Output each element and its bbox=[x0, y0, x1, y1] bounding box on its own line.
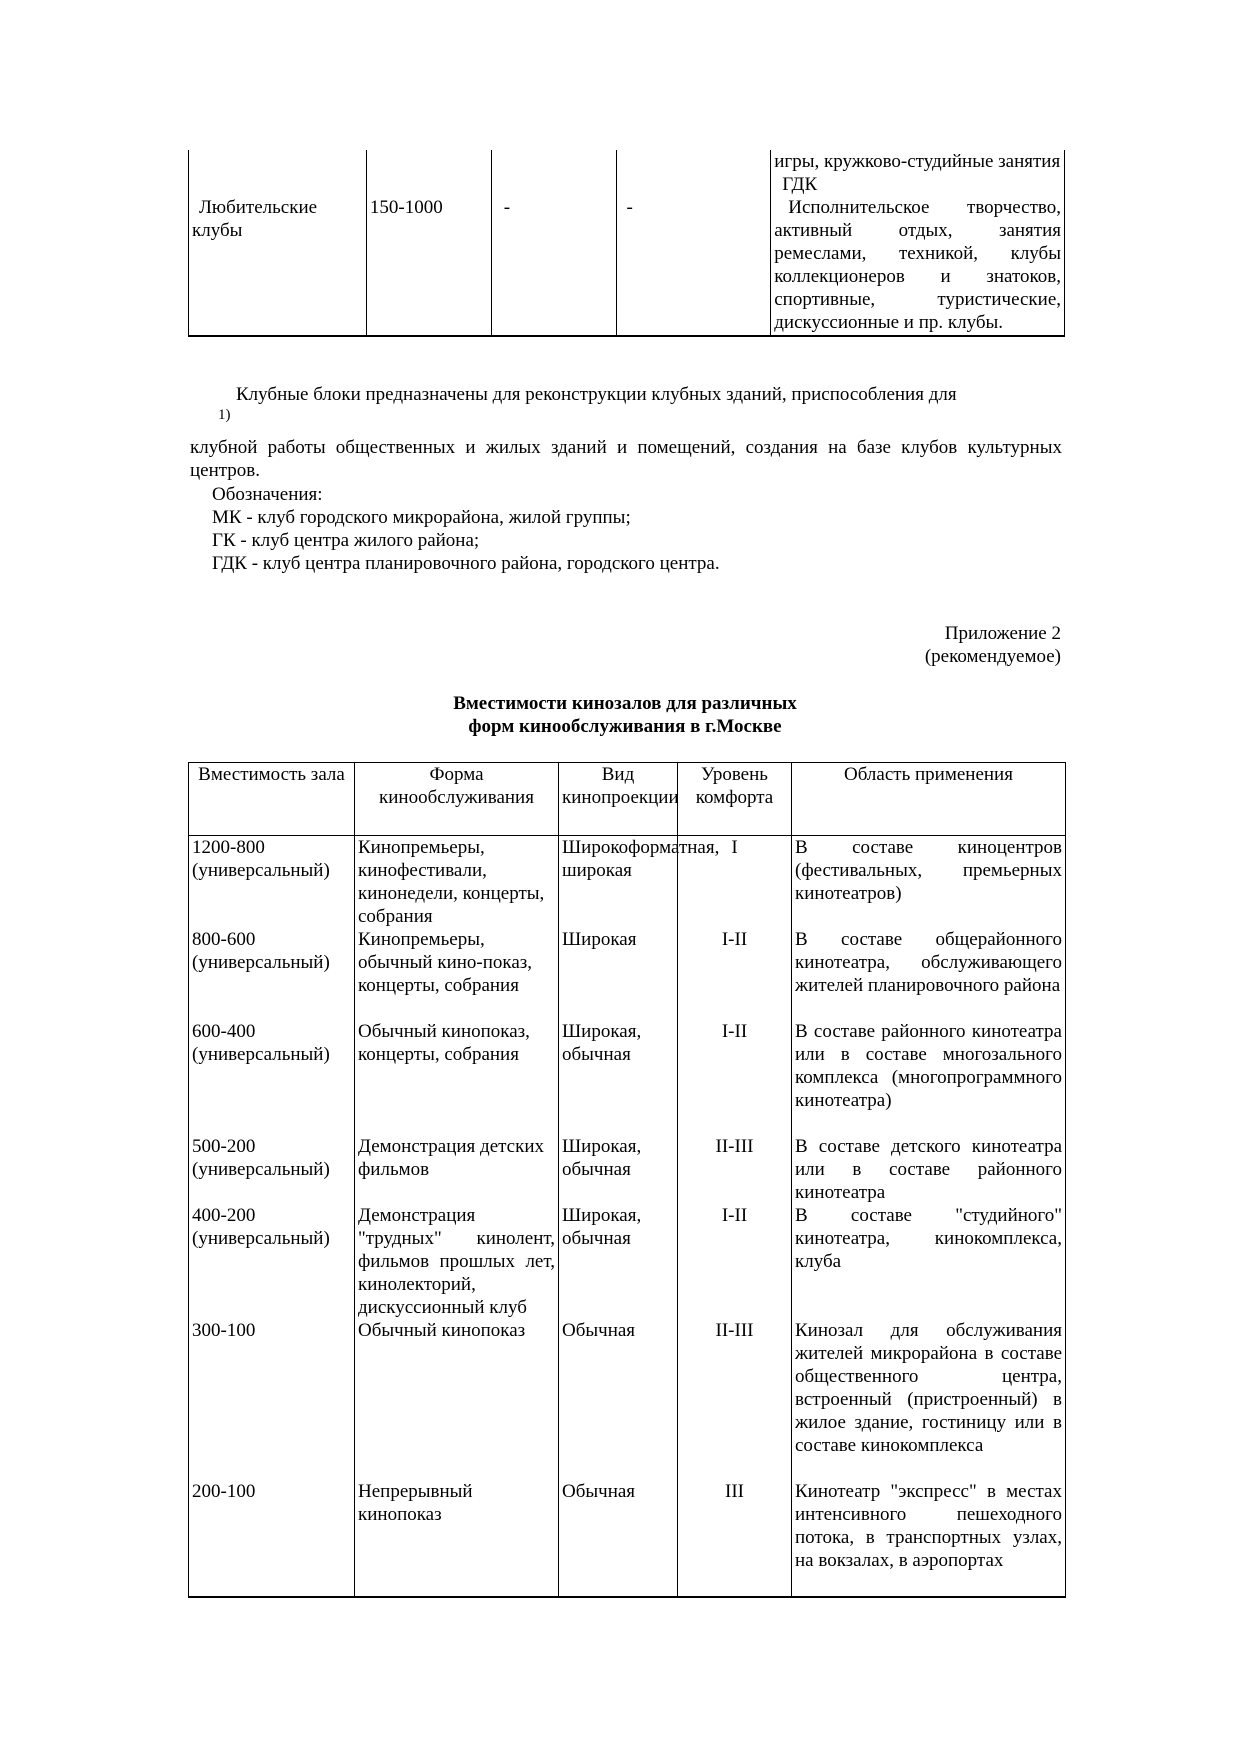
cell-capacity: 300-100 bbox=[189, 1319, 355, 1480]
cell-service-form: Непрерывный кинопоказ bbox=[355, 1480, 559, 1597]
table-row bbox=[189, 1020, 1066, 1135]
cell-application-area: В составе "студийного" кинотеатра, кинокомплекса, клуба bbox=[792, 1204, 1066, 1319]
legend-title: Обозначения: bbox=[212, 484, 323, 505]
cell-comfort-level: I-II bbox=[678, 928, 792, 1020]
cell-comfort-level: II-III bbox=[678, 1319, 792, 1480]
cell-application-area: Кинозал для обслуживания жителей микрорайона в составе общественного центра, встроенный (пристроенный) в жилое здание, гостиницу или в составе кинокомплекса bbox=[792, 1319, 1066, 1480]
table-row bbox=[189, 928, 1066, 1020]
cell-service-form: Демонстрация детских фильмов bbox=[355, 1135, 559, 1204]
club-type-cell: Любительские клубы bbox=[189, 150, 367, 336]
cell-capacity: 600-400 (универсальный) bbox=[189, 1020, 355, 1135]
footnote-marker: 1) bbox=[218, 407, 231, 423]
header-capacity: Вместимость зала bbox=[189, 763, 355, 836]
table-row bbox=[189, 1480, 1066, 1597]
cell-service-form: Обычный кинопоказ, концерты, собрания bbox=[355, 1020, 559, 1135]
cell-capacity: 1200-800 (универсальный) bbox=[189, 836, 355, 929]
cell-comfort-level: I-II bbox=[678, 1204, 792, 1319]
table-row bbox=[189, 836, 1066, 929]
legend-item-mk: МК - клуб городского микрорайона, жилой группы; bbox=[212, 507, 631, 528]
header-application-area: Область применения bbox=[792, 763, 1066, 836]
table-row bbox=[189, 1204, 1066, 1319]
cell-projection-type: Обычная bbox=[559, 1319, 678, 1480]
cell-capacity: 400-200 (универсальный) bbox=[189, 1204, 355, 1319]
cell-capacity: 200-100 bbox=[189, 1480, 355, 1597]
cell-projection-type: Широкая bbox=[559, 928, 678, 1020]
table-row bbox=[189, 1135, 1066, 1204]
clubs-table-continuation bbox=[188, 150, 1065, 337]
cell-comfort-level: I bbox=[678, 836, 792, 929]
cell-projection-type: Широкая, обычная bbox=[559, 1135, 678, 1204]
cell-comfort-level: II-III bbox=[678, 1135, 792, 1204]
table-row bbox=[189, 1319, 1066, 1480]
cell-service-form: Кинопремьеры, кинофестивали, кинонедели, концерты, собрания bbox=[355, 836, 559, 929]
legend-item-gk: ГК - клуб центра жилого района; bbox=[212, 530, 480, 551]
appendix-note: (рекомендуемое) bbox=[924, 646, 1061, 667]
gdk-label: ГДК bbox=[782, 174, 818, 195]
cell-application-area: В составе киноцентров (фестивальных, премьерных кинотеатров) bbox=[792, 836, 1066, 929]
capacity-cell: 150-1000 bbox=[366, 150, 491, 336]
cell-service-form: Демонстрация "трудных" кинолент, фильмов прошлых лет, кинолекторий, дискуссионный клуб bbox=[355, 1204, 559, 1319]
dash-cell-1: - bbox=[491, 150, 616, 336]
cell-application-area: В составе общерайонного кинотеатра, обслуживающего жителей планировочного района bbox=[792, 928, 1066, 1020]
cell-application-area: В составе детского кинотеатра или в составе районного кинотеатра bbox=[792, 1135, 1066, 1204]
cell-application-area: В составе районного кинотеатра или в составе многозального комплекса (многопрограммного кинотеатра) bbox=[792, 1020, 1066, 1135]
cinema-capacity-table bbox=[188, 762, 1066, 1598]
table-title-line2: форм кинообслуживания в г.Москве bbox=[468, 716, 782, 737]
cell-application-area: Кинотеатр "экспресс" в местах интенсивного пешеходного потока, в транспортных узлах, на вокзалах, в аэропортах bbox=[792, 1480, 1066, 1597]
table-header-row bbox=[189, 763, 1066, 836]
activities-cell bbox=[771, 150, 1065, 336]
cell-service-form: Обычный кинопоказ bbox=[355, 1319, 559, 1480]
cell-projection-type: Обычная bbox=[559, 1480, 678, 1597]
footnote-line2: клубной работы общественных и жилых зданий и помещений, создания на базе клубов культурных центров. bbox=[190, 437, 1062, 481]
cell-comfort-level: I-II bbox=[678, 1020, 792, 1135]
cell-comfort-level: III bbox=[678, 1480, 792, 1597]
header-comfort-level: Уровень комфорта bbox=[678, 763, 792, 836]
header-service-form: Форма кинообслуживания bbox=[355, 763, 559, 836]
header-projection-type: Вид кинопроекции bbox=[559, 763, 678, 836]
appendix-label: Приложение 2 bbox=[944, 623, 1061, 644]
cell-projection-type: Широкоформатная, широкая bbox=[559, 836, 678, 929]
cell-capacity: 800-600 (универсальный) bbox=[189, 928, 355, 1020]
activities-top-text: игры, кружково-студийные занятия bbox=[774, 151, 1061, 172]
dash-cell-2: - bbox=[616, 150, 771, 336]
footnote-line1: Клубные блоки предназначены для реконструкции клубных зданий, приспособления для bbox=[236, 384, 957, 405]
gdk-activities: Исполнительское творчество, активный отдых, занятия ремеслами, техникой, клубы коллекционеров и знатоков, спортивные, туристические, дискуссионные и пр. клубы. bbox=[774, 197, 1061, 333]
cell-projection-type: Широкая, обычная bbox=[559, 1204, 678, 1319]
cell-capacity: 500-200 (универсальный) bbox=[189, 1135, 355, 1204]
table-title-line1: Вместимости кинозалов для различных bbox=[453, 693, 797, 714]
cell-service-form: Кинопремьеры, обычный кино-показ, концерты, собрания bbox=[355, 928, 559, 1020]
legend-item-gdk: ГДК - клуб центра планировочного района, городского центра. bbox=[212, 553, 720, 574]
cell-projection-type: Широкая, обычная bbox=[559, 1020, 678, 1135]
